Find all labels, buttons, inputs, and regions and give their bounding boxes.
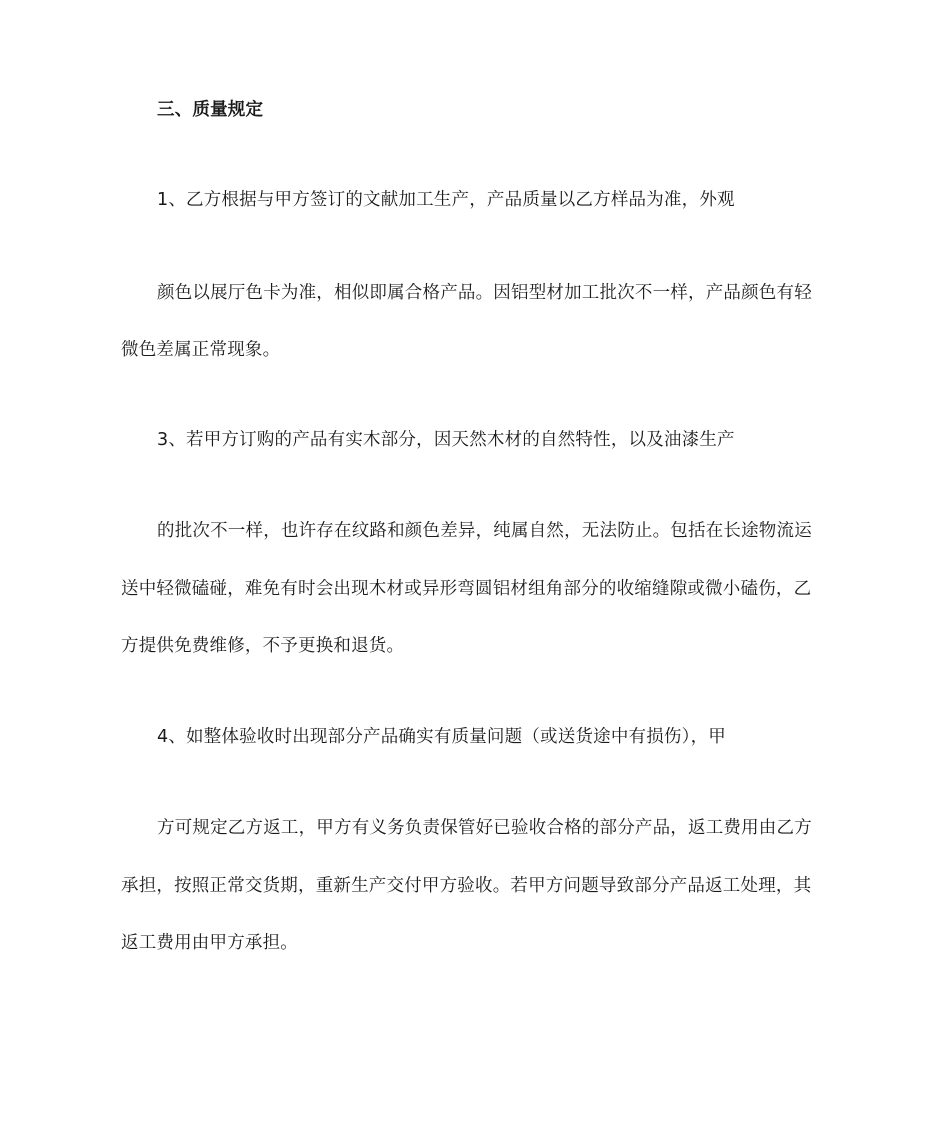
paragraph-2-line-3: 送中轻微磕碰，难免有时会出现木材或异形弯圆铝材组角部分的收缩缝隙或微小磕伤，乙 (121, 579, 812, 599)
paragraph-3-line-1: 4、如整体验收时出现部分产品确实有质量问题（或送货途中有损伤），甲 (157, 727, 726, 747)
paragraph-3-line-2: 方可规定乙方返工，甲方有义务负责保管好已验收合格的部分产品，返工费用由乙方 (157, 818, 812, 838)
paragraph-2-line-1: 3、若甲方订购的产品有实木部分，因天然木材的自然特性，以及油漆生产 (157, 430, 735, 450)
paragraph-1-line-3: 微色差属正常现象。 (121, 340, 281, 360)
paragraph-3-line-4: 返工费用由甲方承担。 (121, 933, 298, 953)
paragraph-2-line-2: 的批次不一样，也许存在纹路和颜色差异，纯属自然，无法防止。包括在长途物流运 (157, 521, 812, 541)
paragraph-2-line-4: 方提供免费维修，不予更换和退货。 (121, 636, 405, 656)
paragraph-1-line-2: 颜色以展厅色卡为准，相似即属合格产品。因铝型材加工批次不一样，产品颜色有轻 (157, 283, 812, 303)
paragraph-1-line-1: 1、乙方根据与甲方签订的文献加工生产，产品质量以乙方样品为准，外观 (157, 190, 735, 210)
paragraph-3-line-3: 承担，按照正常交货期，重新生产交付甲方验收。若甲方问题导致部分产品返工处理，其 (121, 876, 812, 896)
section-heading: 三、质量规定 (157, 100, 264, 120)
